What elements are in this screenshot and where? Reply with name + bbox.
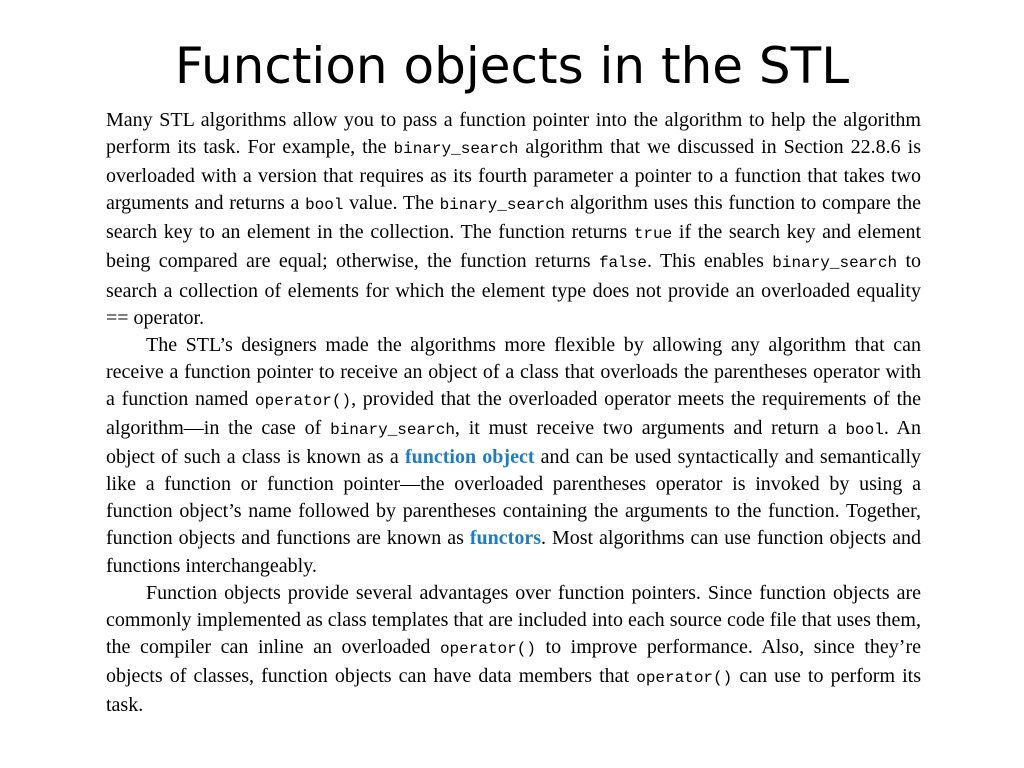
text-run: , provided that the overloaded operator meets the requirements of the algorithm—in the case of — [106, 387, 921, 440]
text-run: . An object of such a class is known as a — [106, 417, 921, 469]
text-run: and can be used syntactically and semantically like a function or function pointer—the overloaded parentheses operator is invoked by using a function object’s name followed by parentheses containing the arguments to the function. Together, function objects and functions are known as — [106, 446, 921, 550]
text-run: algorithm uses this function to compare the search key to an element in the collection. The function returns — [106, 192, 921, 244]
slide-title: Function objects in the STL — [174, 37, 850, 95]
inline-code: operator() — [255, 391, 352, 410]
text-run: can use to perform its task. — [106, 664, 921, 716]
paragraph-2 — [106, 332, 921, 580]
text-run: The STL’s designers made the algorithms more flexible by allowing any algorithm that can receive a function pointer to receive an object of a class that overloads the parentheses operator with a function named — [106, 333, 921, 410]
text-run: value. The — [343, 192, 440, 215]
key-term: functors — [469, 527, 541, 550]
inline-code: bool — [305, 196, 344, 215]
inline-code: operator() — [439, 639, 536, 658]
inline-code: false — [598, 254, 647, 273]
paragraph-1 — [106, 107, 921, 332]
inline-code: binary_search — [393, 140, 519, 159]
text-run: if the search key and element being compared are equal; otherwise, the function returns — [106, 221, 922, 273]
inline-code: operator() — [636, 668, 733, 687]
slide-body — [106, 107, 921, 719]
text-run: Function objects provide several advantages over function pointers. Since function objects are commonly implemented as class templates that are included into each source code file that uses them, the compiler can inline an overloaded — [106, 581, 921, 658]
inline-code: binary_search — [439, 196, 565, 215]
text-run: , it must receive two arguments and return a — [454, 417, 846, 440]
inline-code: binary_search — [772, 254, 898, 273]
key-term: function object — [404, 446, 535, 469]
text-run: Many STL algorithms allow you to pass a function pointer into the algorithm to help the algorithm perform its task. For example, the — [106, 109, 921, 159]
inline-code: binary_search — [330, 421, 455, 440]
paragraph-3 — [106, 580, 921, 719]
text-run: . Most algorithms can use function objects and functions interchangeably. — [106, 527, 921, 577]
inline-code: true — [633, 225, 673, 244]
text-run: to search a collection of elements for which the element type does not provide an overloaded equality == operator. — [106, 250, 922, 329]
text-run: to improve performance. Also, since they’re objects of classes, function objects can have data members that — [106, 635, 922, 687]
text-run: . This enables — [646, 250, 773, 273]
inline-code: bool — [845, 421, 884, 440]
text-run: algorithm that we discussed in Section 22.8.6 is overloaded with a version that requires as its fourth parameter a pointer to a function that takes two arguments and returns a — [106, 136, 921, 215]
